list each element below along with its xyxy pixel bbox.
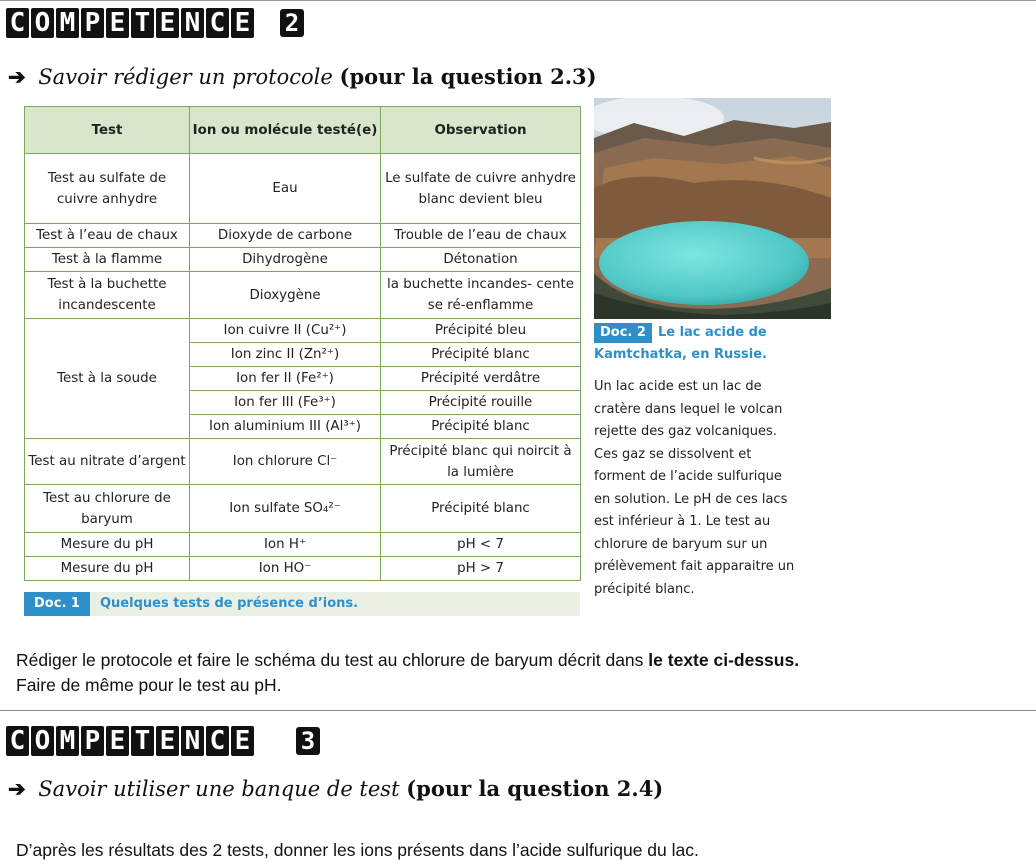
ion-cell: Dihydrogène bbox=[190, 248, 381, 272]
title-letter: E bbox=[106, 8, 129, 38]
obs-cell: Précipité bleu bbox=[381, 319, 581, 343]
table-row bbox=[25, 319, 581, 343]
doc2-line: Ces gaz se dissolvent et bbox=[594, 446, 752, 462]
doc2-caption-text: Le lac acide de Kamtchatka, en Russie. bbox=[594, 325, 767, 362]
doc2-caption bbox=[594, 322, 834, 366]
doc1-badge: Doc. 1 bbox=[24, 592, 90, 616]
arrow-right-icon: ➔ bbox=[8, 776, 26, 801]
test-cell: Test à la buchette incandescente bbox=[25, 272, 190, 319]
arrow-right-icon: ➔ bbox=[8, 64, 26, 89]
skill-line-2 bbox=[8, 64, 597, 89]
volcano-lake-illustration bbox=[594, 98, 831, 319]
ion-cell: Ion chlorure Cl⁻ bbox=[190, 439, 381, 485]
doc2-line: forment de l’acide sulfurique bbox=[594, 469, 782, 484]
obs-cell: Précipité verdâtre bbox=[381, 367, 581, 391]
volcano-lake-photo bbox=[594, 98, 831, 319]
doc2-body bbox=[594, 376, 834, 601]
table-row bbox=[25, 154, 581, 224]
competence-number: 3 bbox=[296, 727, 320, 755]
title-letter: E bbox=[106, 726, 129, 756]
obs-cell: Précipité blanc bbox=[381, 485, 581, 533]
title-letter: N bbox=[181, 8, 204, 38]
instruction-line-2: Faire de même pour le test au pH. bbox=[16, 675, 282, 695]
ion-cell: Ion aluminium III (Al³⁺) bbox=[190, 415, 381, 439]
ion-cell: Dioxygène bbox=[190, 272, 381, 319]
title-letter: P bbox=[81, 726, 104, 756]
doc2-line: en solution. Le pH de ces lacs bbox=[594, 491, 788, 507]
obs-cell: Trouble de l’eau de chaux bbox=[381, 224, 581, 248]
table-header: Observation bbox=[381, 107, 581, 154]
obs-cell: Le sulfate de cuivre anhydre blanc devient bleu bbox=[381, 154, 581, 224]
competence-number: 2 bbox=[280, 9, 304, 37]
instruction-text: Rédiger le protocole et faire le schéma du test au chlorure de baryum décrit dans bbox=[16, 650, 644, 670]
table-header: Test bbox=[25, 107, 190, 154]
doc2-badge: Doc. 2 bbox=[594, 323, 652, 343]
doc2-line: Un lac acide est un lac de bbox=[594, 379, 762, 394]
title-letter: C bbox=[206, 8, 229, 38]
title-letter: C bbox=[6, 726, 29, 756]
title-letter: C bbox=[206, 726, 229, 756]
title-letter: O bbox=[31, 8, 54, 38]
table-row bbox=[25, 485, 581, 533]
title-letter: E bbox=[231, 726, 254, 756]
ion-cell: Ion H⁺ bbox=[190, 533, 381, 557]
title-letter: E bbox=[231, 8, 254, 38]
ion-cell: Eau bbox=[190, 154, 381, 224]
table-header: Ion ou molécule testé(e) bbox=[190, 107, 381, 154]
tests-table bbox=[24, 106, 581, 581]
top-border bbox=[0, 0, 1036, 1]
ion-cell: Ion fer II (Fe²⁺) bbox=[190, 367, 381, 391]
table-row bbox=[25, 248, 581, 272]
doc2-line: rejette des gaz volcaniques. bbox=[594, 424, 777, 439]
doc1-caption bbox=[24, 592, 580, 616]
ion-cell: Dioxyde de carbone bbox=[190, 224, 381, 248]
doc2-line: précipité blanc. bbox=[594, 581, 695, 597]
title-letter: E bbox=[156, 726, 179, 756]
test-cell: Test au sulfate de cuivre anhydre bbox=[25, 154, 190, 224]
test-cell: Test à la flamme bbox=[25, 248, 190, 272]
test-cell: Test au nitrate d’argent bbox=[25, 439, 190, 485]
section-divider bbox=[0, 710, 1036, 711]
question-text: D’après les résultats des 2 tests, donner les ions présents dans l’acide sulfurique du lac. bbox=[16, 840, 699, 860]
ion-cell: Ion HO⁻ bbox=[190, 557, 381, 581]
title-letter: M bbox=[56, 8, 79, 38]
table-row bbox=[25, 439, 581, 485]
instruction-bold: le texte ci-dessus. bbox=[648, 650, 800, 670]
competence-3-title bbox=[6, 726, 320, 756]
obs-cell: Précipité blanc bbox=[381, 415, 581, 439]
skill-question-ref: (pour la question 2.3) bbox=[339, 64, 597, 89]
skill-text: Savoir rédiger un protocole bbox=[38, 65, 333, 89]
test-cell: Test à l’eau de chaux bbox=[25, 224, 190, 248]
skill-text: Savoir utiliser une banque de test bbox=[38, 777, 400, 801]
table-row bbox=[25, 224, 581, 248]
obs-cell: Précipité blanc qui noircit à la lumière bbox=[381, 439, 581, 485]
ion-cell: Ion sulfate SO₄²⁻ bbox=[190, 485, 381, 533]
instruction-line-1 bbox=[16, 650, 799, 671]
title-letter: N bbox=[181, 726, 204, 756]
title-letter: T bbox=[131, 726, 154, 756]
obs-cell: Précipité rouille bbox=[381, 391, 581, 415]
obs-cell: Détonation bbox=[381, 248, 581, 272]
table-row bbox=[25, 557, 581, 581]
test-cell: Test à la soude bbox=[25, 319, 190, 439]
test-cell: Mesure du pH bbox=[25, 533, 190, 557]
ion-cell: Ion fer III (Fe³⁺) bbox=[190, 391, 381, 415]
title-letter: C bbox=[6, 8, 29, 38]
skill-line-3 bbox=[8, 776, 663, 801]
doc2-line: est inférieur à 1. Le test au bbox=[594, 514, 771, 529]
obs-cell: Précipité blanc bbox=[381, 343, 581, 367]
skill-question-ref: (pour la question 2.4) bbox=[406, 776, 664, 801]
obs-cell: pH < 7 bbox=[381, 533, 581, 557]
obs-cell: la buchette incandes- cente se ré-enflamme bbox=[381, 272, 581, 319]
title-letter: M bbox=[56, 726, 79, 756]
doc2-panel bbox=[594, 322, 834, 601]
competence-2-title bbox=[6, 8, 304, 38]
obs-cell: pH > 7 bbox=[381, 557, 581, 581]
doc1-caption-text: Quelques tests de présence d’ions. bbox=[100, 596, 359, 611]
test-cell: Test au chlorure de baryum bbox=[25, 485, 190, 533]
doc2-line: prélèvement fait apparaitre un bbox=[594, 559, 795, 574]
table-row bbox=[25, 272, 581, 319]
table-row bbox=[25, 533, 581, 557]
ion-cell: Ion zinc II (Zn²⁺) bbox=[190, 343, 381, 367]
doc2-line: chlorure de baryum sur un bbox=[594, 536, 768, 552]
title-letter: E bbox=[156, 8, 179, 38]
doc2-line: cratère dans lequel le volcan bbox=[594, 401, 783, 417]
test-cell: Mesure du pH bbox=[25, 557, 190, 581]
title-letter: O bbox=[31, 726, 54, 756]
title-letter: T bbox=[131, 8, 154, 38]
title-letter: P bbox=[81, 8, 104, 38]
ion-cell: Ion cuivre II (Cu²⁺) bbox=[190, 319, 381, 343]
